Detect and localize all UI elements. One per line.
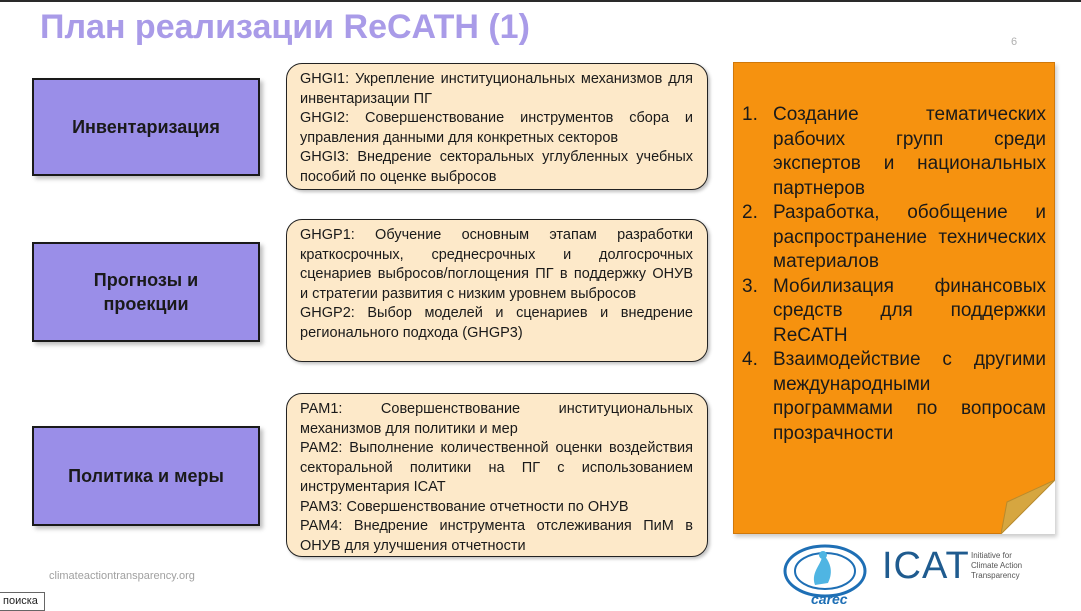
search-button[interactable]: поиска <box>0 592 45 611</box>
item-number: 2. <box>742 202 758 223</box>
item-text: Мобилизация финансовых средств для поддержки ReCATH <box>773 275 1046 346</box>
item-text: Создание тематических рабочих групп среди экспертов и национальных партнеров <box>773 104 1046 199</box>
slide-title: План реализации ReCATH (1) <box>40 8 530 46</box>
top-border <box>0 0 1081 2</box>
footer-url: climateactiontransparency.org <box>49 570 195 582</box>
action-note <box>733 62 1055 534</box>
page-curl-icon <box>1001 480 1055 534</box>
item-number: 4. <box>742 349 758 370</box>
icat-logo: ICAT <box>882 545 970 587</box>
list-item <box>742 275 1046 349</box>
icat-tagline-line: Transparency <box>971 571 1020 580</box>
page-number: 6 <box>1011 36 1018 48</box>
detail-box-inventory <box>286 63 708 190</box>
box-line: PAM1: Совершенствование институциональных механизмов для политики и мер <box>300 401 693 437</box>
item-text: Взаимодействие с другими международными программами по вопросам прозрачности <box>773 349 1046 444</box>
detail-box-policies <box>286 393 708 557</box>
category-inventory <box>32 78 260 176</box>
category-label: Политика и меры <box>68 466 224 486</box>
category-label: Прогнозы и проекции <box>93 270 199 314</box>
item-number: 3. <box>742 275 758 297</box>
box-line: PAM2: Выполнение количественной оценки воздействия секторальной политики на ПГ с использованием инструментария ICAT <box>300 440 693 495</box>
detail-box-projections <box>286 219 708 362</box>
action-list <box>742 103 1046 446</box>
icat-tagline-line: Climate Action <box>971 561 1023 570</box>
item-text: Разработка, обобщение и распространение технических материалов <box>773 202 1046 272</box>
item-number: 1. <box>742 104 758 125</box>
category-projections <box>32 242 260 342</box>
icat-tagline <box>971 551 1022 581</box>
icat-tagline-line: Initiative for <box>971 551 1012 560</box>
box-line: PAM3: Совершенствование отчетности по ОНУВ <box>300 498 629 515</box>
box-line: PAM4: Внедрение инструмента отслеживания ПиМ в ОНУВ для улучшения отчетности <box>300 518 693 554</box>
list-item <box>742 201 1046 275</box>
category-label: Инвентаризация <box>72 117 220 137</box>
box-line: GHGI3: Внедрение секторальных углубленных учебных пособий по оценке выбросов <box>300 149 693 185</box>
category-policies <box>32 426 260 526</box>
box-line: GHGI1: Укрепление институциональных механизмов для инвентаризации ПГ <box>300 71 693 107</box>
box-line: GHGP2: Выбор моделей и сценариев и внедрение регионального подхода (GHGP3) <box>300 305 693 341</box>
list-item <box>742 103 1046 201</box>
box-line: GHGI2: Совершенствование инструментов сбора и управления данными для конкретных секторов <box>300 110 693 146</box>
carec-logo-text: carec <box>811 591 848 607</box>
list-item <box>742 348 1046 446</box>
box-line: GHGP1: Обучение основным этапам разработки краткосрочных, среднесрочных и долгосрочных сценариев выбросов/поглощения ПГ в поддержку ОНУВ и стратегии развития с низким уровнем выбросов <box>300 227 693 302</box>
